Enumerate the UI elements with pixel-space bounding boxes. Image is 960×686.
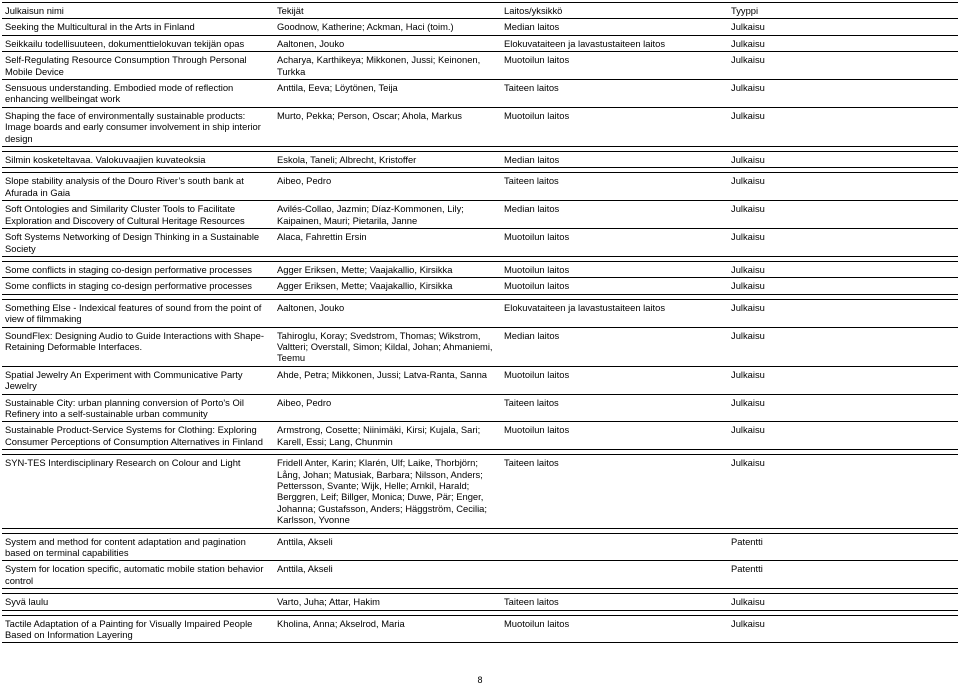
cell-authors: Avilés-Collao, Jazmin; Díaz-Kommonen, Lily; Kaipainen, Mauri; Pietarila, Janne [274, 201, 501, 229]
table-row [2, 615, 958, 643]
header-title: Julkaisun nimi [2, 3, 274, 19]
header-authors: Tekijät [274, 3, 501, 19]
cell-authors: Alaca, Fahrettin Ersin [274, 229, 501, 257]
cell-department: Median laitos [501, 152, 728, 168]
publications-table [2, 2, 958, 643]
cell-authors: Ahde, Petra; Mikkonen, Jussi; Latva-Ranta, Sanna [274, 366, 501, 394]
cell-title: Some conflicts in staging co-design performative processes [2, 278, 274, 294]
table-row [2, 19, 958, 35]
table-row [2, 80, 958, 108]
table-row [2, 201, 958, 229]
cell-type: Julkaisu [728, 80, 958, 108]
cell-type: Julkaisu [728, 152, 958, 168]
cell-authors: Aaltonen, Jouko [274, 35, 501, 51]
table-row [2, 278, 958, 294]
cell-authors: Fridell Anter, Karin; Klarén, Ulf; Laike, Thorbjörn; Lång, Johan; Matusiak, Barbara; Nilsson, Anders; Pettersson, Svante; Wijk, Helle; Arnkil, Harald; Berggren, Leif; Billger, Monica; Duwe, Pär; Enger, Johanna; Gustafsson, Anders; Häggström, Cecilia; Karlsson, Yvonne [274, 455, 501, 528]
cell-title: Sustainable City: urban planning conversion of Porto's Oil Refinery into a self-sustainable urban community [2, 394, 274, 422]
cell-title: SYN-TES Interdisciplinary Research on Colour and Light [2, 455, 274, 528]
cell-type: Julkaisu [728, 299, 958, 327]
table-row [2, 394, 958, 422]
cell-department: Taiteen laitos [501, 394, 728, 422]
cell-department [501, 533, 728, 561]
table-row [2, 261, 958, 277]
cell-authors: Kholina, Anna; Akselrod, Maria [274, 615, 501, 643]
cell-department: Median laitos [501, 201, 728, 229]
table-row [2, 299, 958, 327]
cell-type: Julkaisu [728, 278, 958, 294]
cell-authors: Acharya, Karthikeya; Mikkonen, Jussi; Keinonen, Turkka [274, 52, 501, 80]
cell-authors: Armstrong, Cosette; Niinimäki, Kirsi; Kujala, Sari; Karell, Essi; Lang, Chunmin [274, 422, 501, 450]
cell-type: Julkaisu [728, 422, 958, 450]
cell-title: Seeking the Multicultural in the Arts in Finland [2, 19, 274, 35]
cell-type: Julkaisu [728, 229, 958, 257]
table-row [2, 173, 958, 201]
cell-department: Median laitos [501, 327, 728, 366]
cell-authors: Anttila, Akseli [274, 561, 501, 589]
cell-department: Taiteen laitos [501, 594, 728, 610]
cell-department: Muotoilun laitos [501, 261, 728, 277]
cell-title: SoundFlex: Designing Audio to Guide Interactions with Shape-Retaining Deformable Interfaces. [2, 327, 274, 366]
cell-authors: Murto, Pekka; Person, Oscar; Ahola, Markus [274, 107, 501, 146]
cell-title: Sensuous understanding. Embodied mode of reflection enhancing wellbeingat work [2, 80, 274, 108]
cell-department: Median laitos [501, 19, 728, 35]
table-row [2, 327, 958, 366]
table-row [2, 422, 958, 450]
cell-type: Julkaisu [728, 327, 958, 366]
cell-department: Elokuvataiteen ja lavastustaiteen laitos [501, 299, 728, 327]
cell-title: Slope stability analysis of the Douro River’s south bank at Afurada in Gaia [2, 173, 274, 201]
cell-authors: Anttila, Akseli [274, 533, 501, 561]
cell-title: Seikkailu todellisuuteen, dokumenttielokuvan tekijän opas [2, 35, 274, 51]
table-header-row [2, 3, 958, 19]
cell-title: Spatial Jewelry An Experiment with Communicative Party Jewelry [2, 366, 274, 394]
cell-authors: Anttila, Eeva; Löytönen, Teija [274, 80, 501, 108]
cell-authors: Eskola, Taneli; Albrecht, Kristoffer [274, 152, 501, 168]
cell-type: Julkaisu [728, 173, 958, 201]
cell-title: Shaping the face of environmentally sustainable products: Image boards and early consumer involvement in ship interior design [2, 107, 274, 146]
header-department: Laitos/yksikkö [501, 3, 728, 19]
cell-type: Julkaisu [728, 107, 958, 146]
table-row [2, 533, 958, 561]
cell-title: System and method for content adaptation and pagination based on terminal capabilities [2, 533, 274, 561]
cell-type: Julkaisu [728, 52, 958, 80]
cell-department: Muotoilun laitos [501, 52, 728, 80]
cell-department: Elokuvataiteen ja lavastustaiteen laitos [501, 35, 728, 51]
table-row [2, 455, 958, 528]
cell-department: Muotoilun laitos [501, 422, 728, 450]
cell-type: Julkaisu [728, 594, 958, 610]
publications-table-body [2, 3, 958, 643]
cell-authors: Aibeo, Pedro [274, 173, 501, 201]
table-row [2, 594, 958, 610]
cell-title: Self-Regulating Resource Consumption Through Personal Mobile Device [2, 52, 274, 80]
cell-type: Julkaisu [728, 455, 958, 528]
cell-title: Tactile Adaptation of a Painting for Visually Impaired People Based on Information Layering [2, 615, 274, 643]
table-row [2, 107, 958, 146]
cell-department: Muotoilun laitos [501, 107, 728, 146]
table-row [2, 561, 958, 589]
cell-title: Soft Ontologies and Similarity Cluster Tools to Facilitate Exploration and Discovery of Cultural Heritage Resources [2, 201, 274, 229]
table-row [2, 35, 958, 51]
cell-department: Muotoilun laitos [501, 615, 728, 643]
cell-authors: Agger Eriksen, Mette; Vaajakallio, Kirsikka [274, 261, 501, 277]
cell-title: Silmin kosketeltavaa. Valokuvaajien kuvateoksia [2, 152, 274, 168]
header-type: Tyyppi [728, 3, 958, 19]
cell-title: Syvä laulu [2, 594, 274, 610]
cell-authors: Goodnow, Katherine; Ackman, Haci (toim.) [274, 19, 501, 35]
cell-authors: Aibeo, Pedro [274, 394, 501, 422]
cell-type: Julkaisu [728, 394, 958, 422]
cell-type: Julkaisu [728, 201, 958, 229]
cell-department: Taiteen laitos [501, 455, 728, 528]
cell-type: Julkaisu [728, 35, 958, 51]
cell-department [501, 561, 728, 589]
cell-department: Taiteen laitos [501, 173, 728, 201]
cell-type: Patentti [728, 561, 958, 589]
table-row [2, 52, 958, 80]
cell-department: Muotoilun laitos [501, 278, 728, 294]
cell-type: Julkaisu [728, 261, 958, 277]
cell-title: Some conflicts in staging co-design performative processes [2, 261, 274, 277]
table-row [2, 229, 958, 257]
cell-type: Julkaisu [728, 19, 958, 35]
cell-title: System for location specific, automatic mobile station behavior control [2, 561, 274, 589]
cell-title: Something Else - Indexical features of sound from the point of view of filmmaking [2, 299, 274, 327]
table-row [2, 366, 958, 394]
page-number: 8 [477, 675, 483, 685]
table-row [2, 152, 958, 168]
cell-title: Sustainable Product-Service Systems for Clothing: Exploring Consumer Perceptions of Consumption Alternatives in Finland [2, 422, 274, 450]
cell-type: Julkaisu [728, 615, 958, 643]
cell-type: Patentti [728, 533, 958, 561]
cell-department: Taiteen laitos [501, 80, 728, 108]
cell-department: Muotoilun laitos [501, 229, 728, 257]
cell-authors: Tahiroglu, Koray; Svedstrom, Thomas; Wikstrom, Valtteri; Overstall, Simon; Kildal, Johan; Ahmaniemi, Teemu [274, 327, 501, 366]
cell-authors: Aaltonen, Jouko [274, 299, 501, 327]
cell-title: Soft Systems Networking of Design Thinking in a Sustainable Society [2, 229, 274, 257]
cell-authors: Varto, Juha; Attar, Hakim [274, 594, 501, 610]
cell-type: Julkaisu [728, 366, 958, 394]
cell-department: Muotoilun laitos [501, 366, 728, 394]
cell-authors: Agger Eriksen, Mette; Vaajakallio, Kirsikka [274, 278, 501, 294]
